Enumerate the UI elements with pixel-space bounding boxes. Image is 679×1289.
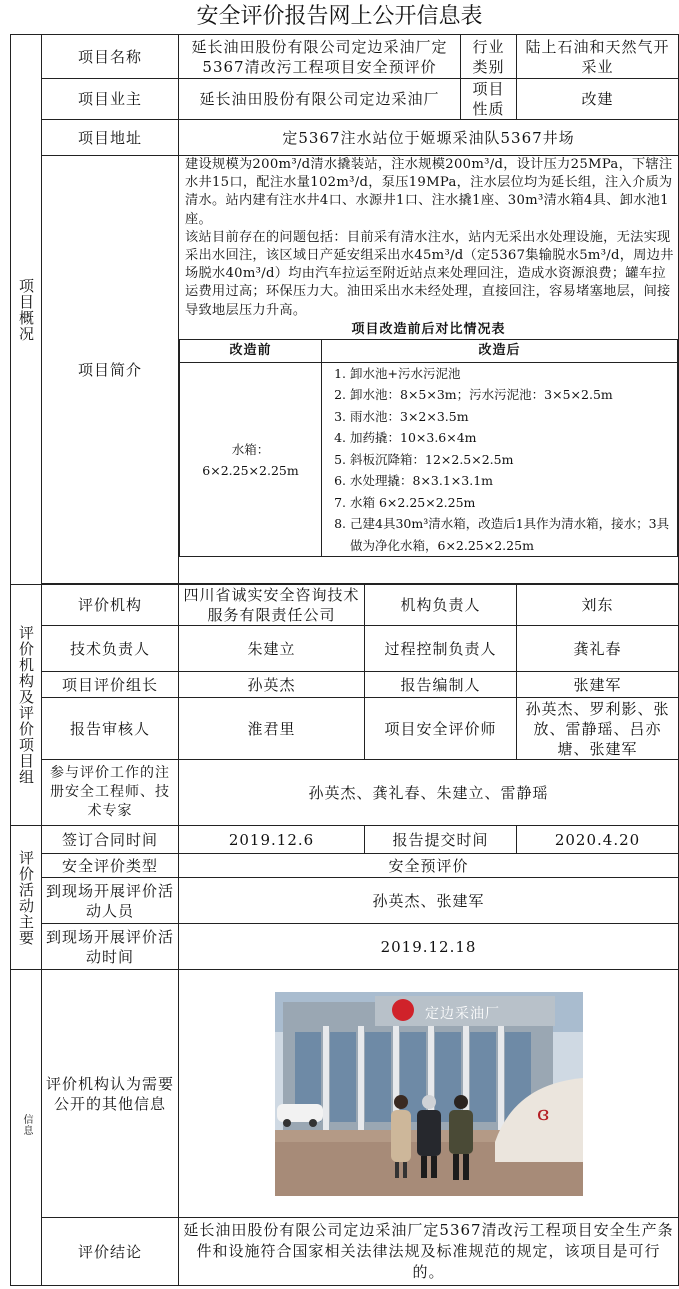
head-label: 机构负责人: [365, 585, 517, 626]
nature-value: 改建: [517, 79, 679, 120]
industry-value: 陆上石油和天然气开采业: [517, 35, 679, 79]
industry-label: 行业类别: [461, 35, 517, 79]
after-item: 6. 水处理撬：8×3.1×3.1m: [350, 470, 677, 492]
other-label: 评价机构认为需要公开的其他信息: [42, 970, 179, 1218]
after-item: 8. 己建4具30m³清水箱，改造后1具作为清水箱，接水；3具做为净化水箱，6×2.25×2.25m: [350, 513, 677, 556]
contract-label: 签订合同时间: [42, 826, 179, 854]
tech-value: 朱建立: [179, 626, 365, 672]
info-table: [10, 34, 679, 1286]
intro-cell: [179, 156, 679, 584]
org-label: 评价机构: [42, 585, 179, 626]
nature-label: 项目性质: [461, 79, 517, 120]
leader-value: 孙英杰: [179, 672, 365, 698]
comparison-title: 项目改造前后对比情况表: [351, 321, 506, 337]
svg-text:ɞ: ɞ: [536, 1100, 550, 1125]
writer-label: 报告编制人: [365, 672, 517, 698]
staff-value: 孙英杰、张建军: [179, 878, 679, 924]
assessors-label: 项目安全评价师: [365, 698, 517, 760]
site-photo: [275, 992, 583, 1196]
org-value: 四川省诚实安全咨询技术服务有限责任公司: [179, 585, 365, 626]
assessors-value: 孙英杰、罗利影、张放、雷静瑶、吕亦塘、张建军: [517, 698, 679, 760]
after-item: 1. 卸水池+污水污泥池: [350, 363, 677, 385]
section-agency: 评价机构及评价项目组: [11, 585, 42, 826]
conclusion-label: 评价结论: [42, 1218, 179, 1286]
before-header: 改造前: [180, 339, 322, 362]
page-title: 安全评价报告网上公开信息表: [196, 4, 483, 29]
photo-cell: [179, 970, 679, 1218]
address-label: 项目地址: [42, 120, 179, 156]
submit-value: 2020.4.20: [517, 826, 679, 854]
comparison-table: [179, 339, 678, 558]
before-value: 水箱：6×2.25×2.25m: [180, 362, 322, 557]
after-item: 5. 斜板沉降箱：12×2.5×2.5m: [350, 449, 677, 471]
process-value: 龚礼春: [517, 626, 679, 672]
engineers-value: 孙英杰、龚礼春、朱建立、雷静瑶: [179, 760, 679, 826]
engineers-label: 参与评价工作的注册安全工程师、技术专家: [42, 760, 179, 826]
project-name: 延长油田股份有限公司定边采油厂定5367清改污工程项目安全预评价: [179, 35, 461, 79]
after-item: 2. 卸水池：8×5×3m；污水污泥池：3×5×2.5m: [350, 384, 677, 406]
address-value: 定5367注水站位于姬塬采油队5367井场: [179, 120, 679, 156]
type-value: 安全预评价: [179, 854, 679, 878]
after-header: 改造后: [322, 339, 678, 362]
tech-label: 技术负责人: [42, 626, 179, 672]
after-list: [322, 363, 677, 557]
process-label: 过程控制负责人: [365, 626, 517, 672]
date-value: 2019.12.18: [179, 924, 679, 970]
submit-label: 报告提交时间: [365, 826, 517, 854]
owner-label: 项目业主: [42, 79, 179, 120]
section-info: 信息: [21, 1114, 32, 1136]
section-activity: 评价活动主要: [11, 826, 42, 970]
staff-label: 到现场开展评价活动人员: [42, 878, 179, 924]
site-photo-svg: [275, 992, 583, 1196]
conclusion-value: 延长油田股份有限公司定边采油厂定5367清改污工程项目安全生产条件和设施符合国家相关法律法规及标准规范的规定，该项目是可行的。: [179, 1218, 679, 1286]
owner-value: 延长油田股份有限公司定边采油厂: [179, 79, 461, 120]
intro-label: 项目简介: [42, 156, 179, 584]
leader-label: 项目评价组长: [42, 672, 179, 698]
date-label: 到现场开展评价活动时间: [42, 924, 179, 970]
type-label: 安全评价类型: [42, 854, 179, 878]
reviewer-value: 淮君里: [179, 698, 365, 760]
photo-sign: 定边采油厂: [424, 1005, 500, 1022]
intro-paragraph-1: 建设规模为200m³/d清水撬装站，注水规模200m³/d，设计压力25MPa，下辖注水井15口，配注水量102m³/d，泵压19MPa，注水层位均为延长组，注入介质为清水。站内建有注水井4口、水源井1口、注水撬1座、30m³清水箱4具、卸水池1座。: [185, 157, 673, 227]
reviewer-label: 报告审核人: [42, 698, 179, 760]
intro-text: [179, 156, 678, 320]
project-name-label: 项目名称: [42, 35, 179, 79]
head-value: 刘东: [517, 585, 679, 626]
writer-value: 张建军: [517, 672, 679, 698]
after-item: 4. 加药撬：10×3.6×4m: [350, 427, 677, 449]
after-item: 3. 雨水池：3×2×3.5m: [350, 406, 677, 428]
section-overview: 项目概况: [11, 35, 42, 585]
contract-value: 2019.12.6: [179, 826, 365, 854]
after-item: 7. 水箱 6×2.25×2.25m: [350, 492, 677, 514]
intro-paragraph-2: 该站目前存在的问题包括：目前采有清水注水，站内无采出水处理设施，无法实现采出水回注，该区域日产延安组采出水45m³/d（定5367集输脱水5m³/d，周边井场脱水40m³/d）均由汽车拉运至附近站点来处理回注，造成水资源浪费；罐车拉运费用过高；环保压力大。油田采出水未经处理，直接回注，容易堵塞地层，间接导致地层压力升高。: [185, 229, 674, 318]
